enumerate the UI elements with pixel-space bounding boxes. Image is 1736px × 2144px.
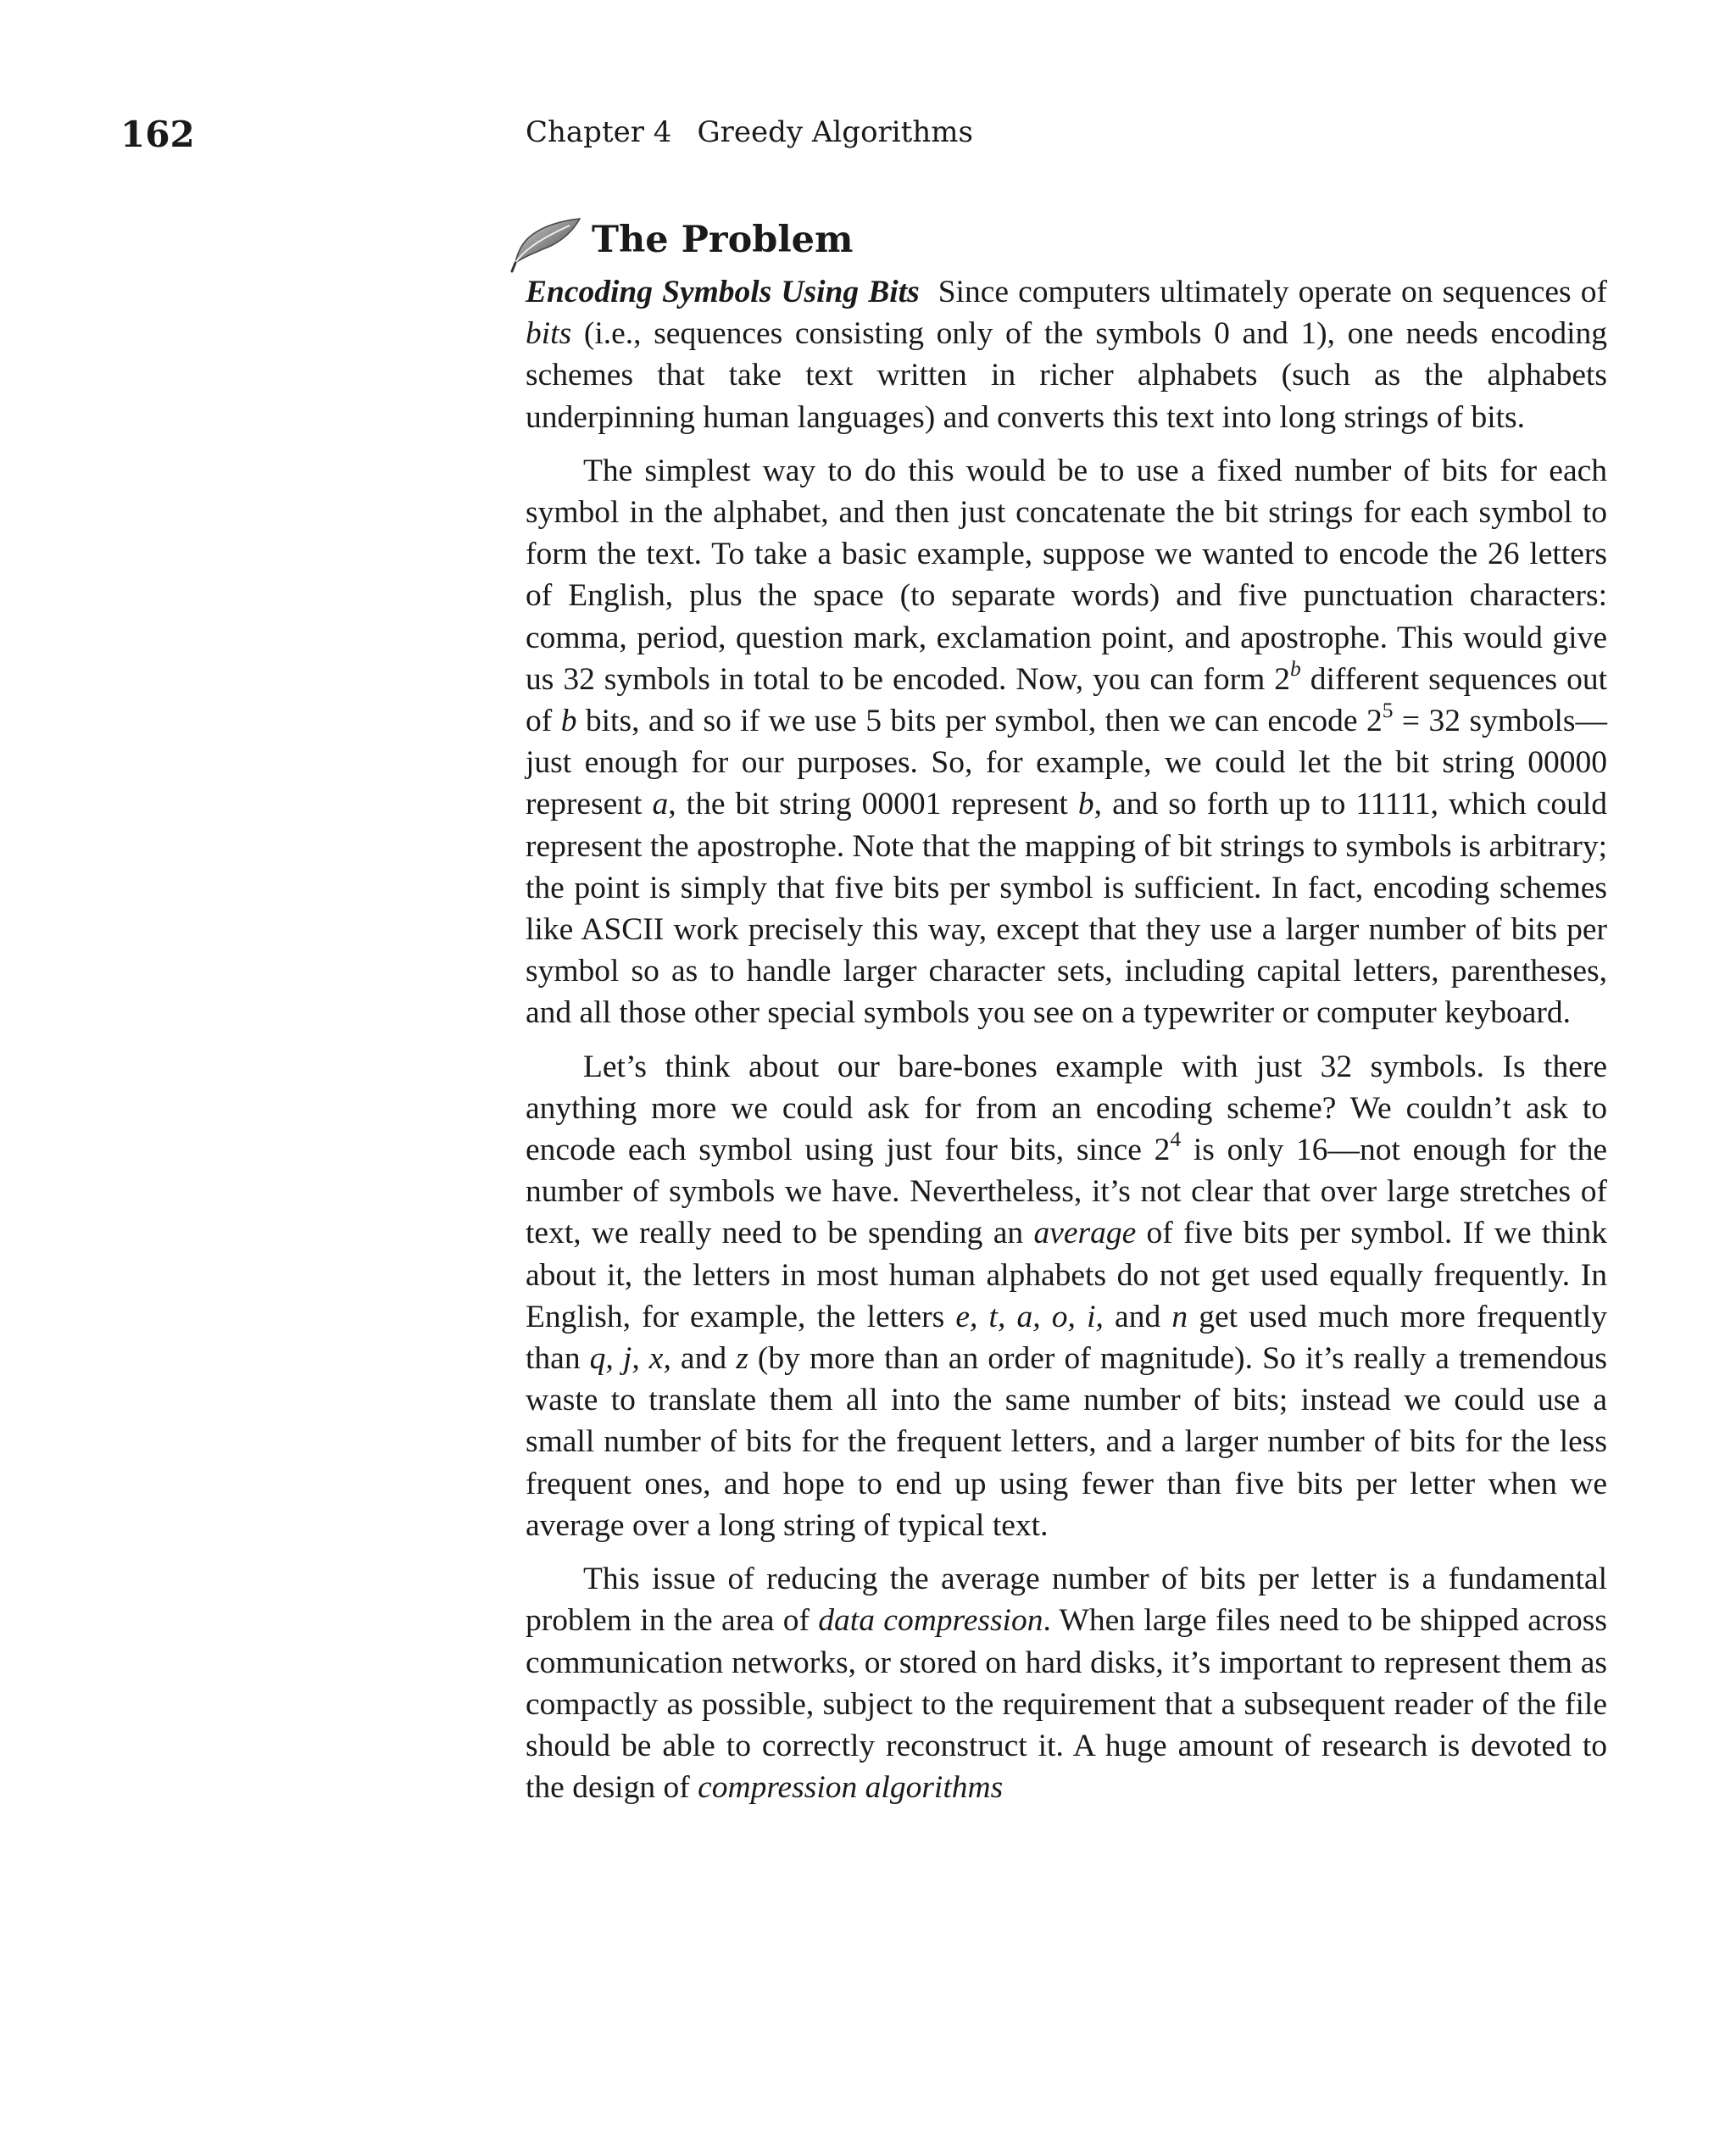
p2-var-a: a — [652, 787, 669, 822]
p2-text-f: , and so forth up to 11111, which could represent the apostrophe. Note that the mapping of bit strings to symbols is arbitrary; the point is simply that five bits per symbol is sufficient. In fact, encoding schemes like ASCII work precisely this way, except that they use a larger number of bits per symbol so as to handle larger character sets, including capital letters, parentheses, and all those other special symbols you see on a typewriter or computer keyboard. — [526, 787, 1607, 1031]
paragraph-1 — [526, 271, 1607, 438]
section-title: The Problem — [592, 219, 854, 261]
p1-italic-bits: bits — [526, 316, 572, 352]
p3-letter-n: n — [1171, 1299, 1188, 1334]
paragraph-4 — [526, 1558, 1607, 1808]
p2-text-c: bits, and so if we use 5 bits per symbol, then we can encode 2 — [576, 704, 1383, 739]
quill-icon — [510, 217, 581, 273]
p3-text-a: Let’s think about our bare-bones example with just 32 symbols. Is there anything more we could ask for from an encoding scheme? We couldn’t ask to encode each symbol using just four bits, since 2 — [526, 1049, 1607, 1168]
p3-text-c: of five bits per symbol. If we think about it, the letters in most human alphabets do not get used equally frequently. In English, for example, the letters — [526, 1216, 1607, 1334]
p2-var-b: b — [560, 704, 577, 739]
p3-text-f: and — [670, 1341, 737, 1377]
chapter-title: Greedy Algorithms — [697, 115, 973, 149]
page-number: 162 — [120, 114, 195, 155]
p4-text-b: . When large files need to be shipped across communication networks, or stored on hard disks, it’s important to represent them as compactly as possible, subject to the requirement that a subsequent reader of the file should be able to correctly reconstruct it. A huge amount of research is devoted to the design of — [526, 1603, 1607, 1806]
p3-sup-4: 4 — [1170, 1127, 1182, 1152]
p3-letter-z: z — [736, 1341, 748, 1377]
run-in-heading: Encoding Symbols Using Bits — [526, 275, 920, 309]
p4-em-compression-algorithms: compression algorithms — [698, 1770, 1004, 1806]
running-head — [526, 115, 973, 149]
p2-var-b2: b — [1077, 787, 1094, 822]
section-heading — [526, 214, 1607, 268]
p2-text-d: = 32 symbols—just enough for our purposes. So, for example, we could let the bit string 00000 represent — [526, 704, 1607, 822]
p2-text-b: different sequences out of — [526, 661, 1607, 739]
p2-sup-b: b — [1289, 656, 1301, 682]
p4-em-data-compression: data compression — [818, 1603, 1043, 1639]
p3-text-d: and — [1103, 1299, 1172, 1334]
body-text — [526, 271, 1607, 1808]
p1-text-a: Since computers ultimately operate on sequences of — [938, 275, 1607, 309]
p2-sup-5: 5 — [1382, 698, 1394, 723]
p3-text-b: is only 16—not enough for the number of symbols we have. Nevertheless, it’s not clear that over large stretches of text, we really need to be spending an — [526, 1133, 1607, 1251]
chapter-label: Chapter 4 — [526, 115, 672, 149]
p3-letters-common: e, t, a, o, i, — [955, 1299, 1104, 1334]
p3-text-e: get used much more frequently than — [526, 1299, 1607, 1377]
p1-text-c: (i.e., sequences consisting only of the symbols 0 and 1), one needs encoding schemes that take text written in richer alphabets (such as the alphabets underpinning human languages) and converts this text into long strings of bits. — [526, 316, 1607, 435]
p3-text-g: (by more than an order of magnitude). So it’s really a tremendous waste to translate them all into the same number of bits; instead we could use a small number of bits for the frequent letters, and a larger number of bits for the less frequent ones, and hope to end up using fewer than five bits per letter when we average over a long string of typical text. — [526, 1341, 1607, 1543]
p4-text-a: This issue of reducing the average number of bits per letter is a fundamental problem in the area of — [526, 1562, 1607, 1639]
paragraph-3 — [526, 1046, 1607, 1546]
main-content — [526, 214, 1607, 1820]
p3-letters-rare: q, j, x, — [589, 1341, 671, 1377]
paragraph-2 — [526, 450, 1607, 1034]
p3-em-average: average — [1033, 1216, 1137, 1251]
p2-text-e: , the bit string 00001 represent — [668, 787, 1078, 822]
p2-text-a: The simplest way to do this would be to use a fixed number of bits for each symbol in the alphabet, and then just concatenate the bit strings for each symbol to form the text. To take a basic example, suppose we wanted to encode the 26 letters of English, plus the space (to separate words) and five punctuation characters: comma, period, question mark, exclamation point, and apostrophe. This would give us 32 symbols in total to be encoded. Now, you can form 2 — [526, 453, 1607, 697]
